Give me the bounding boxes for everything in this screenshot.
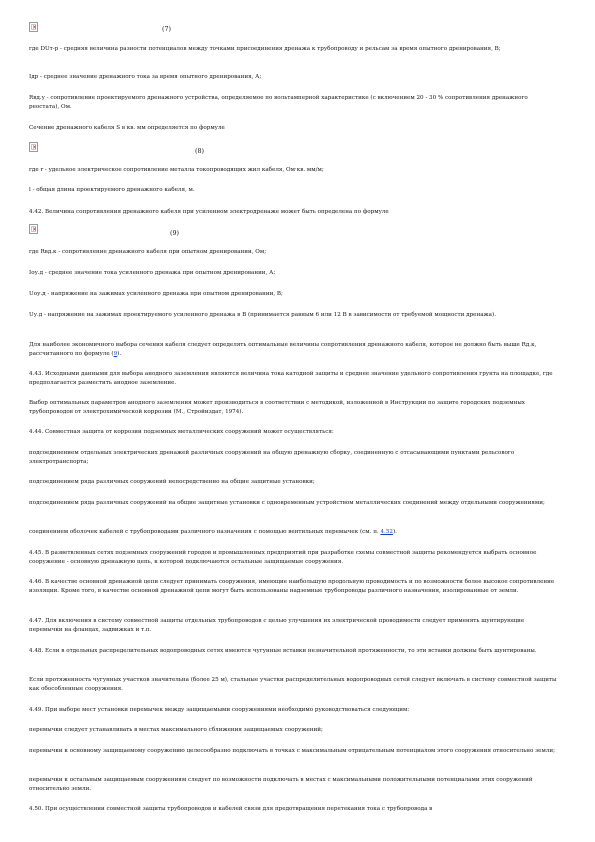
paragraph: l - общая длина проектируемого дренажного кабеля, м. xyxy=(29,187,195,193)
paragraph: 4.47. Для включения в систему совместной защиты отдельных трубопроводов с целью улучшения их электрической проводимости следует применять шунтирующие перемычки на фланцах, задвижках и т.п. xyxy=(29,618,525,633)
paragraph: 4.46. В качестве основной дренажной цепи следует принимать сооружения, имеющие наибольшую продольную проводимость и по возможности более высокое сопротивление изоляции. Кроме того, в качестве основной дренажной цепи могут быть использованы надземные трубопроводы различного назначения, изолированные от земли. xyxy=(29,579,555,594)
paragraph: 4.45. В разветвленных сетях подземных сооружений городов и промышленных предприятий при разработке схемы совместной защиты рекомендуется выбрать основное сооружение - основную дренажную цепь, к которой подключаются остальные защищаемые сооружения. xyxy=(29,550,537,565)
paragraph: подсоединением отдельных электрических дренажей различных сооружений на общую дренажную сборку, соединенную с отсасывающими пунктами рельсового электротранспорта; xyxy=(29,450,515,465)
paragraph: 4.49. При выборе мест установки перемычек между защищаемыми сооружениями необходимо руководствоваться следующим: xyxy=(29,707,410,713)
paragraph: Сечение дренажного кабеля S в кв. мм определяется по формуле xyxy=(29,125,225,131)
clause-link[interactable]: 4.52 xyxy=(380,529,393,535)
broken-image-icon: × xyxy=(29,224,38,234)
paragraph: 4.50. При осуществлении совместной защиты трубопроводов и кабелей связи для предотвращения перетекания тока с трубопровода в xyxy=(29,806,433,812)
paragraph: 4.43. Исходными данными для выбора анодного заземления являются величина тока катодной защиты и среднее значение удельного сопротивления грунта на площадке, где предполагается разместить анодное заземление. xyxy=(29,371,553,386)
paragraph: Uу.д - напряжение на зажимах проектируемого усиленного дренажа в В (принимается равным 6 или 12 В в зависимости от требуемой мощности дренажа). xyxy=(29,312,496,318)
paragraph: 4.42. Величина сопротивления дренажного кабеля при усиленном электродренаже может быть определена по формуле xyxy=(29,209,389,215)
broken-image-icon: × xyxy=(29,142,38,152)
paragraph: где DUт-р - средняя величина разности потенциалов между точками присоединения дренажа к трубопроводу и рельсам за время опытного дренирования, В; xyxy=(29,46,501,52)
paragraph-text: Для наиболее экономичного выбора сечения кабеля следует определять оптимальные величины сопротивления дренажного кабеля, которое не должно быть выше Rд.к, рассчитанного по формуле ( xyxy=(29,342,537,357)
equation-number-8: (8) xyxy=(195,147,205,155)
paragraph-with-link: соединением оболочек кабелей с трубопроводами различного назначения с помощью вентильных перемычек (см. п. 4.52). xyxy=(29,529,397,535)
paragraph: подсоединением ряда различных сооружений непосредственно на общие защитные установки; xyxy=(29,479,315,485)
paragraph: 4.48. Если в отдельных распределительных водопроводных сетях имеются чугунные вставки незначительной протяженности, то эти вставки должны быть шунтированы. xyxy=(29,648,537,654)
paragraph: Iоу.д - среднее значение тока усиленного дренажа при опытном дренировании, А; xyxy=(29,270,276,276)
paragraph-text: соединением оболочек кабелей с трубопроводами различного назначения с помощью вентильных перемычек (см. п. xyxy=(29,529,381,535)
paragraph-with-link: Для наиболее экономичного выбора сечения кабеля следует определять оптимальные величины сопротивления дренажного кабеля, которое не должно быть выше Rд.к, рассчитанного по формуле (9). xyxy=(29,342,537,357)
paragraph: где r - удельное электрическое сопротивление металла токопроводящих жил кабеля, Ом·кв. мм/м; xyxy=(29,167,324,173)
paragraph: где Rвд.к - сопротивление дренажного кабеля при опытном дренировании, Ом; xyxy=(29,249,267,255)
equation-number-9: (9) xyxy=(170,229,180,237)
paragraph: Uоу.д - напряжение на зажимах усиленного дренажа при опытном дренировании, В; xyxy=(29,291,283,297)
broken-image-icon: × xyxy=(29,22,38,32)
formula-link[interactable]: 9 xyxy=(113,350,118,357)
paragraph: Выбор оптимальных параметров анодного заземления может производиться в соответствии с методикой, изложенной в Инструкции по защите городских подземных трубопроводов от электрохимической коррозии (М., Стройиздат, 1974). xyxy=(29,400,525,415)
paragraph: перемычки к остальным защищаемым сооружениям следует по возможности подключать в местах с максимальными положительными потенциалами этих сооружений относительно земли. xyxy=(29,777,533,792)
paragraph: Rвд.у - сопротивление проектируемого дренажного устройства, определяемое по вольтамперной характеристике (с включением 20 - 30 % сопротивления дренажного реостата), Ом. xyxy=(29,95,528,110)
paragraph: Если протяженность чугунных участков значительна (более 25 м), стальные участки распределительных водопроводных сетей следует включать в систему совместной защиты как обособленные сооружения. xyxy=(29,677,557,692)
equation-number-7: (7) xyxy=(162,25,172,33)
paragraph: перемычки к основному защищаемому сооружению целесообразно подключать в точках с максимальным отрицательным потенциалом этого сооружения относительно земли; xyxy=(29,748,555,754)
paragraph: 4.44. Совместная защита от коррозии подземных металлических сооружений может осуществляться: xyxy=(29,429,334,435)
paragraph: подсоединением ряда различных сооружений на общие защитные установки с одновременным устройством металлических соединений между отдельными сооружениями; xyxy=(29,500,545,506)
paragraph: Iдр - среднее значение дренажного тока за время опытного дренирования, А; xyxy=(29,74,262,80)
paragraph: перемычки следует устанавливать в местах максимального сближения защищаемых сооружений; xyxy=(29,727,323,733)
